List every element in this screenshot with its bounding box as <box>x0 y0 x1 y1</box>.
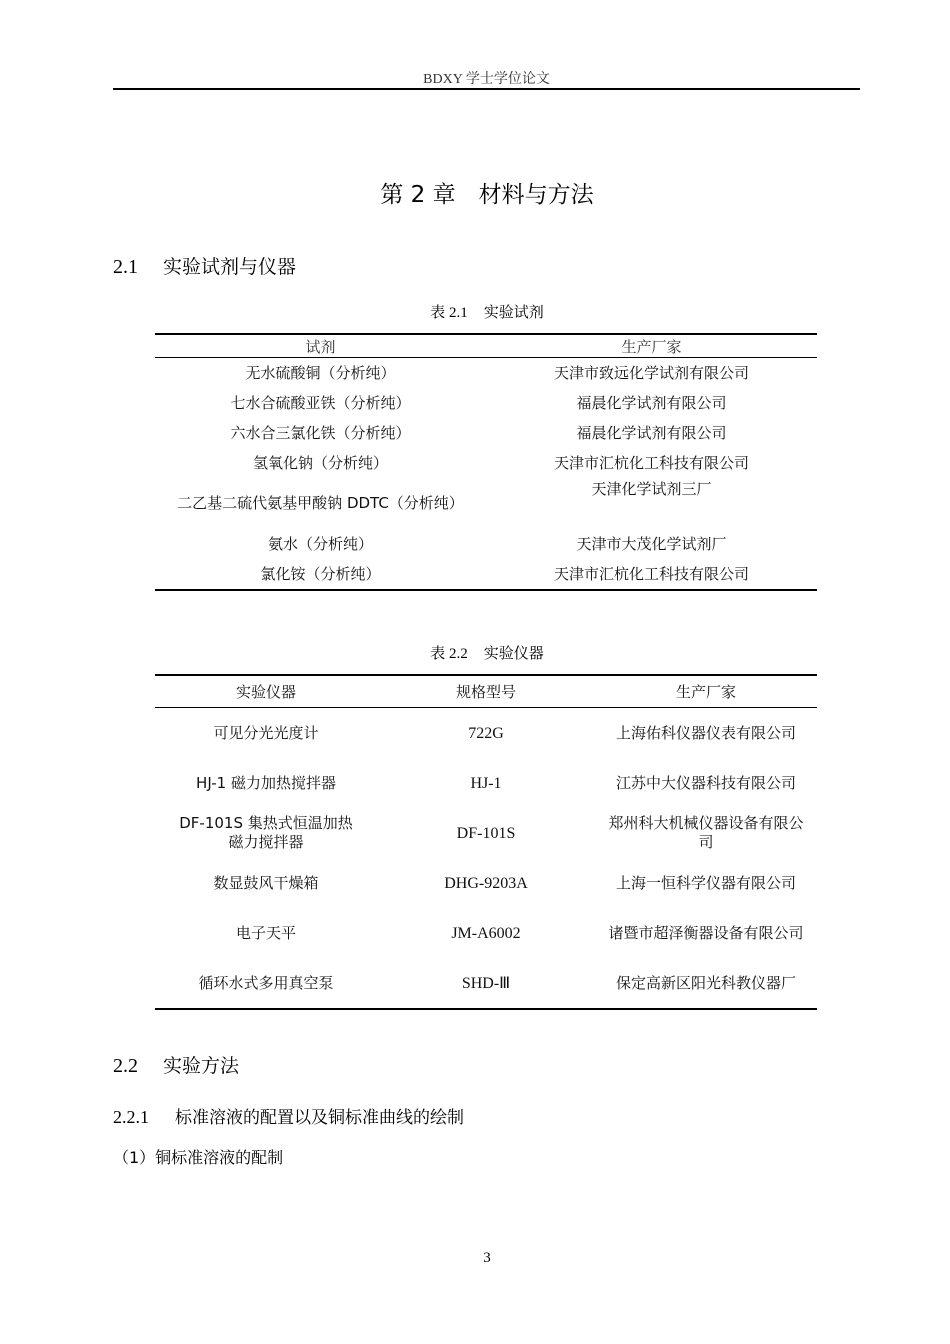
table-row <box>155 418 817 448</box>
table-row <box>155 559 817 590</box>
table-number: 表 2.1 <box>430 305 468 321</box>
table-row <box>155 808 817 858</box>
instrument-cell: HJ-1 磁力加热搅拌器 <box>196 773 336 792</box>
table-title: 实验仪器 <box>483 644 544 662</box>
table-2-caption <box>0 642 950 663</box>
manufacturer-cell: 福晨化学试剂有限公司 <box>576 423 727 442</box>
table-header-row <box>155 334 817 358</box>
table-row <box>155 388 817 418</box>
instrument-cell: 可见分光光度计 <box>213 723 319 742</box>
instrument-cell: DF-101S 集热式恒温加热磁力搅拌器 <box>179 814 353 851</box>
instrument-cell: 电子天平 <box>235 923 296 942</box>
table-1-caption <box>0 301 950 322</box>
table-row <box>155 958 817 1009</box>
table-row <box>155 708 817 759</box>
table-title: 实验试剂 <box>483 303 544 321</box>
subsection-number: 2.2.1 <box>113 1107 149 1127</box>
model-cell: DF-101S <box>456 824 516 842</box>
manufacturer-cell: 天津市致远化学试剂有限公司 <box>553 363 749 382</box>
section-2-2-1-heading <box>113 1103 464 1128</box>
manufacturer-cell: 诸暨市超泽衡器设备有限公司 <box>608 923 804 942</box>
paragraph-copper-standard: （1）铜标准溶液的配制 <box>113 1148 284 1167</box>
instrument-cell: 循环水式多用真空泵 <box>198 973 334 992</box>
column-header-manufacturer: 生产厂家 <box>486 334 817 358</box>
table-row <box>155 858 817 908</box>
reagents-table <box>155 333 817 591</box>
table-row <box>155 908 817 958</box>
reagent-cell: 氯化铵（分析纯） <box>260 564 381 583</box>
model-cell: HJ-1 <box>470 774 502 792</box>
model-cell: JM-A6002 <box>451 924 521 942</box>
table-row <box>155 758 817 808</box>
model-cell: 722G <box>468 724 504 742</box>
model-cell: SHD-Ⅲ <box>461 974 511 992</box>
reagent-cell: 七水合硫酸亚铁（分析纯） <box>230 393 411 412</box>
column-header-model: 规格型号 <box>377 675 595 708</box>
table-header-row <box>155 675 817 708</box>
reagent-cell: 氢氧化钠（分析纯） <box>252 453 388 472</box>
manufacturer-cell: 天津化学试剂三厂 <box>591 480 712 498</box>
table-row <box>155 358 817 389</box>
section-number: 2.2 <box>113 1055 138 1077</box>
section-2-2-heading <box>113 1051 239 1078</box>
header-rule <box>113 88 860 90</box>
table-row <box>155 529 817 559</box>
section-number: 2.1 <box>113 256 138 278</box>
manufacturer-cell: 福晨化学试剂有限公司 <box>576 393 727 412</box>
reagent-cell: 无水硫酸铜（分析纯） <box>245 363 396 382</box>
manufacturer-cell: 郑州科大机械仪器设备有限公司 <box>608 814 804 851</box>
page-number: 3 <box>483 1250 491 1266</box>
column-header-manufacturer: 生产厂家 <box>595 675 817 708</box>
section-title: 实验试剂与仪器 <box>163 256 297 278</box>
reagent-cell: 氨水（分析纯） <box>267 534 373 553</box>
reagent-cell: 二乙基二硫代氨基甲酸钠 DDTC（分析纯） <box>177 494 464 512</box>
manufacturer-cell: 天津市大茂化学试剂厂 <box>576 534 727 553</box>
manufacturer-cell: 上海一恒科学仪器有限公司 <box>615 873 796 892</box>
model-cell: DHG-9203A <box>444 874 528 892</box>
table-number: 表 2.2 <box>430 646 468 662</box>
reagent-cell: 六水合三氯化铁（分析纯） <box>230 423 411 442</box>
table-row <box>155 448 817 478</box>
running-header: BDXY 学士学位论文 <box>423 72 550 87</box>
subsection-title: 标准溶液的配置以及铜标准曲线的绘制 <box>175 1108 464 1128</box>
manufacturer-cell: 江苏中大仪器科技有限公司 <box>615 773 796 792</box>
instrument-cell: 数显鼓风干燥箱 <box>213 873 319 892</box>
manufacturer-cell: 天津市汇杭化工科技有限公司 <box>553 564 749 583</box>
manufacturer-cell: 保定高新区阳光科教仪器厂 <box>615 973 796 992</box>
column-header-instrument: 实验仪器 <box>155 675 377 708</box>
section-title: 实验方法 <box>163 1055 240 1077</box>
manufacturer-cell: 天津市汇杭化工科技有限公司 <box>553 453 749 472</box>
section-2-1-heading <box>113 252 296 279</box>
column-header-reagent: 试剂 <box>155 334 486 358</box>
chapter-title: 第 2 章 材料与方法 <box>380 182 594 208</box>
table-row <box>155 478 817 529</box>
instruments-table <box>155 674 817 1010</box>
manufacturer-cell: 上海佑科仪器仪表有限公司 <box>615 723 796 742</box>
